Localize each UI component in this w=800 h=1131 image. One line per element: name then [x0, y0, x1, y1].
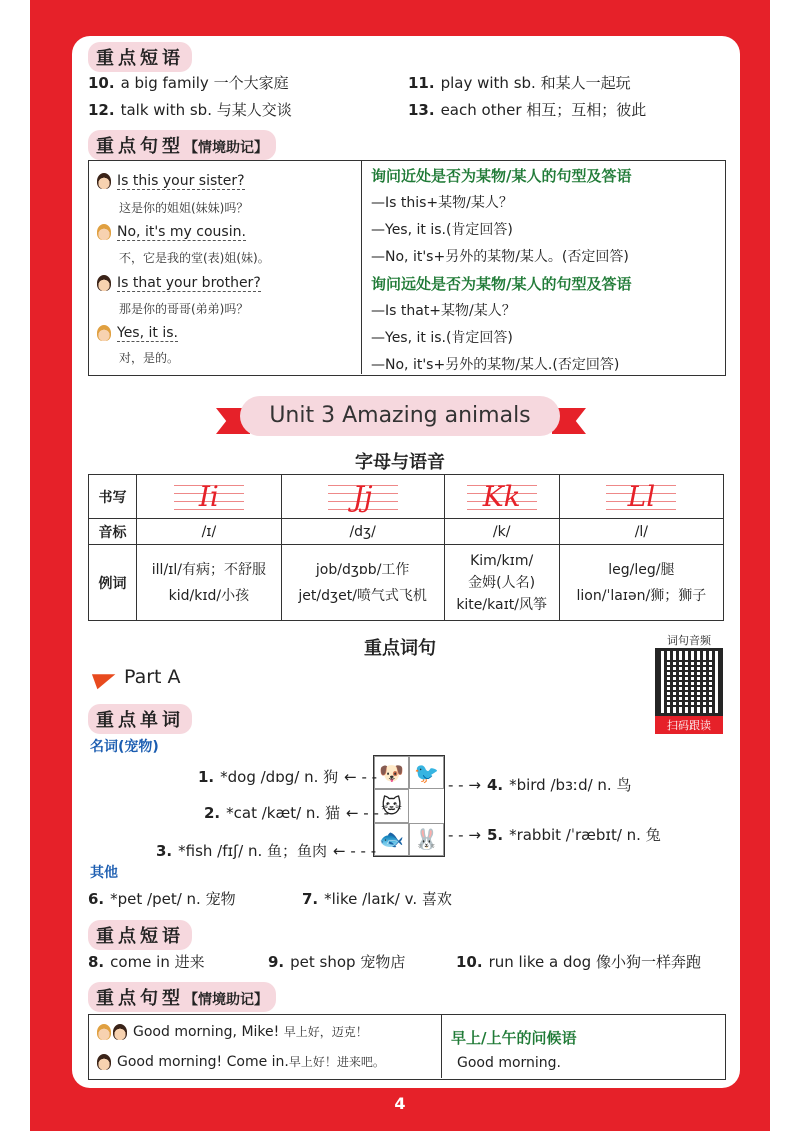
dialog-line: Yes, it is.: [97, 325, 178, 341]
dialog-line: Is that your brother?: [97, 275, 261, 291]
ipa-cell: /dʒ/: [281, 519, 444, 545]
box-divider: [441, 1015, 442, 1078]
dialog-translation: 对，是的。: [119, 351, 180, 365]
qr-scan-label[interactable]: 扫码跟读: [655, 716, 723, 734]
phrase-item: 8. come in 进来: [88, 953, 205, 971]
boy-avatar-icon: [97, 1024, 111, 1040]
pattern-line: —Yes, it is.(肯定回答): [371, 222, 513, 238]
sentence-pattern-box: [88, 160, 726, 376]
fish-icon: 🐟: [374, 823, 409, 856]
paper-plane-icon: [92, 666, 118, 689]
dialog-line: Good morning! Come in.早上好！进来吧。: [97, 1053, 385, 1070]
girl-avatar-icon: [97, 1054, 111, 1070]
pattern-heading: 询问近处是否为某物/某人的句型及答语: [371, 167, 632, 185]
word-item: 3. *fish /fɪʃ/ n. 鱼；鱼肉 ← - - -: [156, 842, 377, 860]
words-title: 重点词句: [364, 638, 436, 659]
pattern-line: —Is that+某物/某人？: [371, 303, 516, 319]
phrase-item: 11. play with sb. 和某人一起玩: [408, 74, 631, 92]
word-item: 2. *cat /kæt/ n. 猫 ← - - -: [204, 804, 390, 822]
phrase-item: 10. run like a dog 像小狗一样奔跑: [456, 953, 701, 971]
dialog-line: No, it's my cousin.: [97, 224, 246, 240]
example-cell: leg/leg/腿 lion/ˈlaɪən/狮；狮子: [559, 545, 723, 621]
girl-avatar-icon: [97, 173, 111, 189]
dialog-translation: 不，它是我的堂(表)姐(妹)。: [119, 251, 270, 265]
phrases-heading: 重点短语: [88, 42, 192, 72]
part-heading: Part A: [94, 666, 181, 688]
phrases-heading: 重点短语: [88, 920, 192, 950]
dialog-translation: 那是你的哥哥(弟弟)吗？: [119, 302, 249, 316]
pattern-heading: 早上/上午的问候语: [451, 1029, 577, 1047]
letters-table: [88, 474, 724, 621]
row-label: 书写: [89, 475, 137, 519]
row-label: 音标: [89, 519, 137, 545]
dialog-line: Good morning, Mike! 早上好，迈克！: [97, 1023, 368, 1040]
pattern-line: —Yes, it is.(肯定回答): [371, 330, 513, 346]
pattern-line: —No, it's+另外的某物/某人.(否定回答): [371, 357, 620, 373]
phrase-item: 10. a big family 一个大家庭: [88, 74, 289, 92]
letter-cell: Ii: [137, 475, 282, 519]
word-item: 1. *dog /dɒg/ n. 狗 ← - -: [198, 768, 378, 786]
dog-icon: 🐶: [374, 756, 409, 789]
word-item: - - → 5. *rabbit /ˈræbɪt/ n. 兔: [448, 826, 661, 844]
ipa-cell: /k/: [444, 519, 559, 545]
dialog-line: Is this your sister?: [97, 173, 245, 189]
row-label: 例词: [89, 545, 137, 621]
bird-icon: 🐦: [409, 756, 444, 789]
qr-title: 词句音频: [667, 634, 711, 647]
boy-avatar-icon: [97, 325, 111, 341]
pattern-line: Good morning.: [457, 1055, 562, 1071]
cat-icon: 🐱: [374, 789, 409, 822]
example-cell: Kim/kɪm/ 金姆(人名) kite/kaɪt/风筝: [444, 545, 559, 621]
girl-avatar-icon: [97, 275, 111, 291]
phrase-item: 12. talk with sb. 与某人交谈: [88, 101, 292, 119]
example-cell: job/dʒɒb/工作 jet/dʒet/喷气式飞机: [281, 545, 444, 621]
noun-category: 名词(宠物): [90, 739, 159, 755]
letter-cell: Jj: [281, 475, 444, 519]
ipa-cell: /ɪ/: [137, 519, 282, 545]
letter-cell: Ll: [559, 475, 723, 519]
greeting-box: [88, 1014, 726, 1080]
rabbit-icon: 🐰: [409, 823, 444, 856]
ipa-cell: /l/: [559, 519, 723, 545]
vocab-heading: 重点单词: [88, 704, 192, 734]
letter-cell: Kk: [444, 475, 559, 519]
word-item: 7. *like /laɪk/ v. 喜欢: [302, 890, 452, 908]
page-number: 4: [394, 1094, 406, 1113]
pattern-line: —Is this+某物/某人？: [371, 195, 513, 211]
unit-title-banner: Unit 3 Amazing animals: [240, 396, 560, 436]
phrase-item: 13. each other 相互；互相；彼此: [408, 101, 647, 119]
dialog-translation: 这是你的姐姐(妹妹)吗？: [119, 201, 249, 215]
phrase-item: 9. pet shop 宠物店: [268, 953, 406, 971]
pattern-line: —No, it's+另外的某物/某人。(否定回答): [371, 249, 629, 265]
other-category: 其他: [90, 865, 118, 881]
example-cell: ill/ɪl/有病；不舒服 kid/kɪd/小孩: [137, 545, 282, 621]
letters-title: 字母与语音: [355, 452, 445, 473]
word-item: - - → 4. *bird /bɜːd/ n. 鸟: [448, 776, 632, 794]
box-divider: [361, 161, 362, 374]
pattern-heading: 询问远处是否为某物/某人的句型及答语: [371, 275, 632, 293]
girl-avatar-icon: [113, 1024, 127, 1040]
sentences-heading: 重点句型【情境助记】: [88, 982, 276, 1012]
sentences-heading: 重点句型【情境助记】: [88, 130, 276, 160]
qr-code-icon[interactable]: [655, 648, 723, 716]
word-item: 6. *pet /pet/ n. 宠物: [88, 890, 236, 908]
boy-avatar-icon: [97, 224, 111, 240]
